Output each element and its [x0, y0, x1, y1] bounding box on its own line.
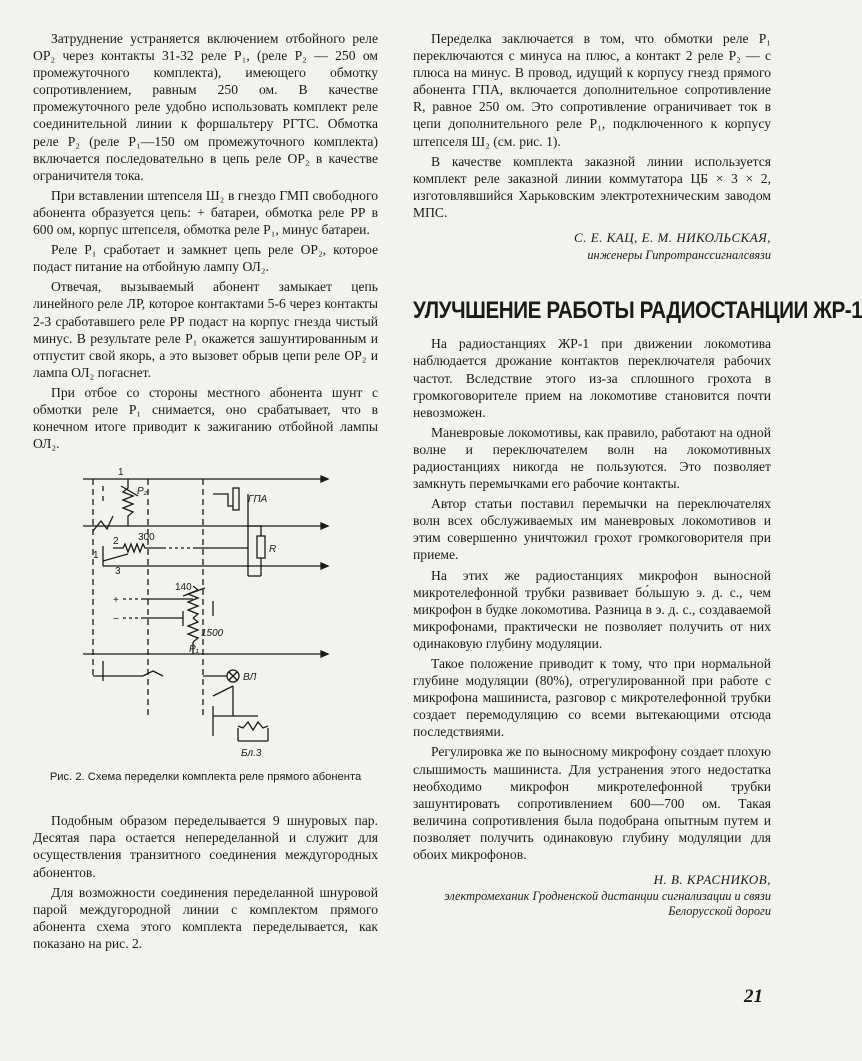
label-n1: 1: [118, 467, 124, 479]
circuit-figure: [33, 466, 378, 766]
paragraph: Для возможности соединения переделанной шнуровой парой междугородной линии с комплектом прямого абонента схема этого комплекта переделывается, как показано на рис. 2.: [33, 884, 378, 951]
signature-role: инженеры Гипротранссигналсвязи: [587, 248, 771, 263]
label-n3: 3: [115, 566, 121, 578]
author-role: электромеханик Гродненской дистанции сигнализации и связи Белорусской дороги: [444, 889, 771, 919]
article-heading: УЛУЧШЕНИЕ РАБОТЫ РАДИОСТАНЦИИ ЖР-1: [413, 297, 862, 325]
paragraph: Маневровые локомотивы, как правило, работают на одной волне и переключателем волн на локомотивных радиостанциях никогда не пользуются. Это позволяет замкнуть перемычками его рабочие контакты.: [413, 424, 771, 492]
paragraph: Такое положение приводит к тому, что при нормальной глубине модуляции (80%), отрегулированной при работе с микрофона машиниста, разговор с микротелефонной трубки создает перемодуляцию со всеми вытекающими отсюда последствиями.: [413, 656, 771, 740]
figure-caption: Рис. 2. Схема переделки комплекта реле прямого абонента: [49, 771, 362, 784]
paragraph: Регулировка же по выносному микрофону создает плохую слышимость машиниста. Для устранения этого недостатка необходимо микрофон микротелефонной трубки зашунтировать сопротивлением 600—700 ом. Такая величина сопротивления была подобрана опытным путем и позволяет получить одинаковую глубину модуляции для обоих микрофонов.: [413, 744, 771, 863]
left-column: [33, 30, 378, 955]
label-p2: P₂: [137, 486, 148, 498]
label-r300: 300: [138, 532, 155, 544]
paragraph: Подобным образом переделывается 9 шнуровых пар. Десятая пара остается непеределанной и служит для осуществления транзитного соединения междугородных абонентов.: [33, 813, 378, 880]
label-vl: ВЛ: [243, 672, 257, 684]
label-p1: P₁: [189, 644, 199, 656]
label-r140: 140: [175, 582, 192, 594]
paragraph: Отвечая, вызываемый абонент замыкает цепь линейного реле ЛР, которое контактами 5-6 через контакты 2-3 сработавшего реле РР подаст на корпус гнезда чистый минус. В результате реле Р₁ окажется зашунтированным и отпустит свой якорь, а это вызовет обрыв цепи реле ОР₂ и лампа ОЛ₂ погаснет.: [33, 279, 378, 380]
label-n1b: 1: [93, 550, 99, 562]
label-plus: +: [113, 595, 119, 607]
right-column: [413, 30, 862, 919]
label-bl3: Бл.3: [241, 748, 262, 760]
paragraph: При отбое со стороны местного абонента шунт с обмотки реле Р₁ снимается, оно срабатывает, что в конечном итоге приводит к зажиганию отбойной лампы ОЛ₂.: [33, 384, 378, 452]
paragraph: Затруднение устраняется включением отбойного реле ОР₂ через контакты 31-32 реле Р₁, (реле Р₂ — 250 ом промежуточного комплекта), имеющего обмотку сопротивлением, равным 250 ом. В качестве промежуточного реле удобно использовать комплект реле соединительной линии к форшальтеру РГТС. Обмотка реле Р₂ (реле Р₁—150 ом промежуточного комплекта) включается последовательно в цепь реле ОР₂ в качестве ограничителя тока.: [33, 31, 378, 183]
label-minus: −: [113, 614, 119, 626]
paragraph: Реле Р₁ сработает и замкнет цепь реле ОР₂, которое подаст питание на отбойную лампу ОЛ₂.: [33, 242, 378, 275]
paragraph: На радиостанциях ЖР-1 при движении локомотива наблюдается дрожание контактов переключателя рабочих частот. Вследствие этого из-за сплошного грохота в громкоговорителе прием на локомотиве становится почти невозможен.: [413, 336, 771, 420]
page-number: 21: [744, 986, 763, 1007]
label-gpa: ГПА: [248, 494, 268, 506]
label-n2: 2: [113, 536, 119, 548]
signature-names: С. Е. КАЦ, Е. М. НИКОЛЬСКАЯ,: [574, 230, 771, 246]
circuit-diagram: [83, 466, 333, 766]
label-r1500: 1500: [201, 628, 224, 640]
paragraph: Автор статьи поставил перемычки на переключателях волн всех обслуживаемых им маневровых локомотивов и этим совершенно уничтожил грохот громкоговорителя при приеме.: [413, 496, 771, 563]
paragraph: В качестве комплекта заказной линии используется комплект реле заказной линии коммутатора ЦБ × 3 × 2, изготовлявшийся Харьковским электротехническим заводом МПС.: [413, 153, 771, 220]
paragraph: На этих же радиостанциях микрофон выносной микротелефонной трубки развивает бо́льшую э. д. с., чем микрофон в будке локомотива. Разница в э. д. с., создаваемой микрофонами, практически не позволяет получить от них одинаковую глубину модуляции.: [413, 567, 771, 651]
paragraph: При вставлении штепселя Ш₂ в гнездо ГМП свободного абонента образуется цепь: + батареи, обмотка реле РР в 600 ом, корпус штепселя, обмотка реле Р₁, минус батареи.: [33, 187, 378, 238]
paragraph: Переделка заключается в том, что обмотки реле Р₁ переключаются с минуса на плюс, а контакт 2 реле Р₂ — с плюса на минус. В провод, идущий к корпусу гнезд прямого абонента ГПА, включается дополнительное сопротивление R, равное 250 ом. Это сопротивление ограничивает ток в цепи дополнительного реле Р₁, подключенного к корпусу штепселя Ш₂ (см. рис. 1).: [413, 31, 771, 149]
author-name: Н. В. КРАСНИКОВ,: [653, 872, 771, 888]
label-r: R: [269, 544, 277, 556]
